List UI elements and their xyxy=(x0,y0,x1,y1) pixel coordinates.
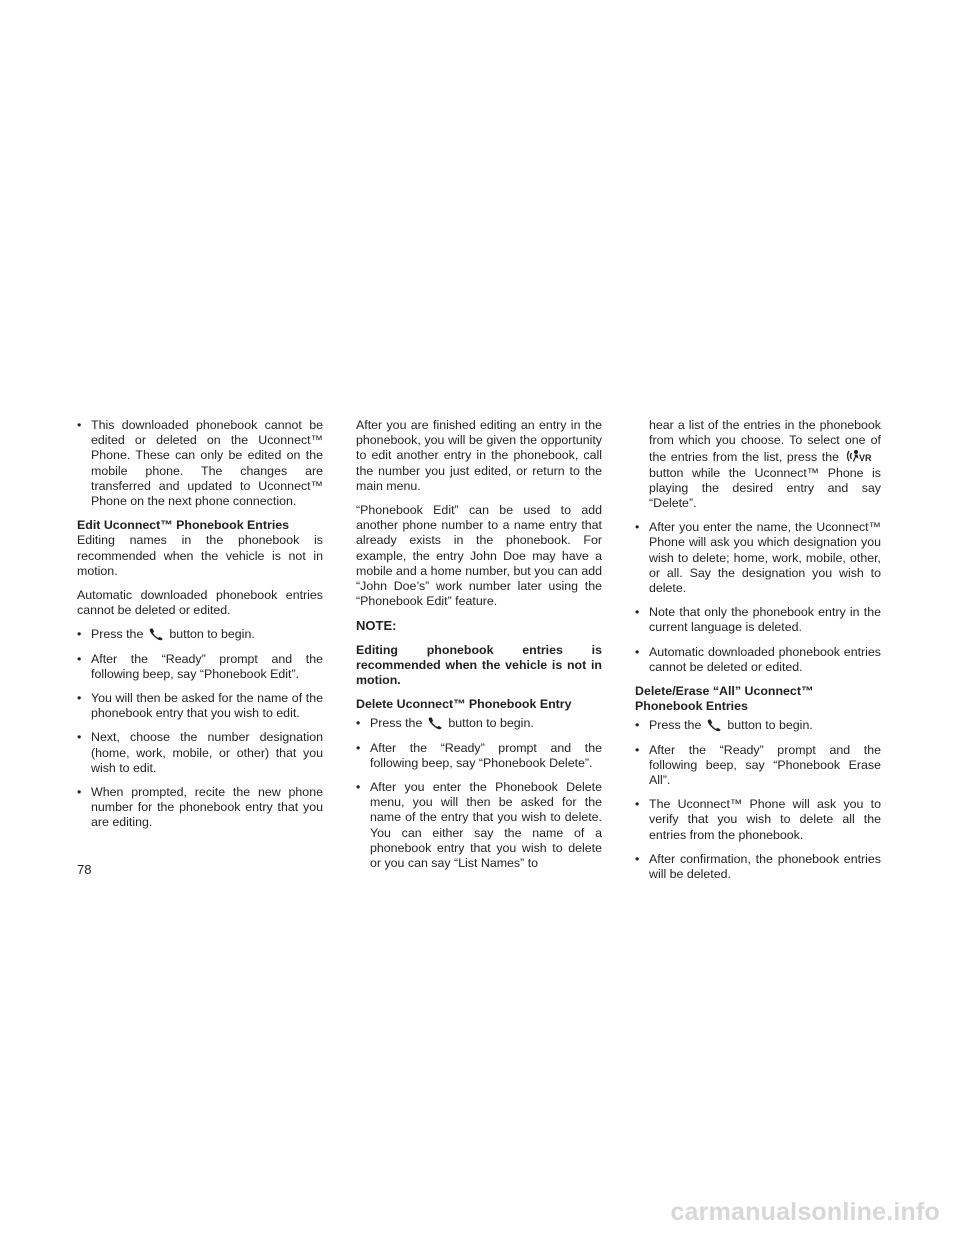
note-label: NOTE: xyxy=(356,618,397,634)
column-1 xyxy=(77,418,323,840)
column-2 xyxy=(356,418,602,880)
bullet-text: hear a list of the entries in the phonebook from which you choose. To select one of the entries from the list, press the xyxy=(649,418,881,465)
bullet-text: When prompted, recite the new phone number for the phonebook entry that you are editing. xyxy=(91,785,323,830)
phone-icon xyxy=(428,717,442,730)
bullet-text: button while the Uconnect™ Phone is playing the desired entry and say “Delete”. xyxy=(649,465,881,511)
page-number: 78 xyxy=(77,862,92,877)
bullet: • xyxy=(356,716,361,731)
list-item xyxy=(77,691,323,721)
voice-recognition-icon xyxy=(845,448,875,464)
bullet-text: Press the xyxy=(91,627,144,642)
bullet-text: The Uconnect™ Phone will ask you to verify that you wish to delete all the entries from the phonebook. xyxy=(649,797,881,842)
paragraph: “Phonebook Edit” can be used to add another phone number to a name entry that already exists in the phonebook. For example, the entry John Doe may have a mobile and a home number, but you can add “John Doe’s” work number later using the “Phonebook Edit” feature. xyxy=(356,503,602,609)
note-text: Editing phonebook entries is recommended when the vehicle is not in motion. xyxy=(356,642,602,688)
list-item xyxy=(356,741,602,771)
list-item xyxy=(635,605,881,635)
list-item xyxy=(77,627,323,642)
bullet: • xyxy=(77,627,82,642)
bullet: • xyxy=(77,691,82,706)
bullet: • xyxy=(77,418,82,432)
section-heading-edit: Edit Uconnect™ Phonebook Entries xyxy=(77,518,290,533)
list-item-continued xyxy=(635,418,881,511)
bullet-text: After the “Ready” prompt and the following beep, say “Phonebook Erase All”. xyxy=(649,742,881,788)
list-item xyxy=(635,797,881,843)
bullet: • xyxy=(356,780,361,795)
list-item xyxy=(635,520,881,596)
bullet-text: Press the xyxy=(649,718,702,733)
bullet-text: After the “Ready” prompt and the following beep, say “Phonebook Delete”. xyxy=(370,740,602,770)
bullet: • xyxy=(635,644,640,659)
bullet-text: button to begin. xyxy=(169,627,255,642)
bullet-text: Press the xyxy=(370,716,423,731)
list-item xyxy=(356,780,602,871)
bullet: • xyxy=(635,520,640,535)
section-heading-delete: Delete Uconnect™ Phonebook Entry xyxy=(356,697,572,712)
bullet-text: Automatic downloaded phonebook entries cannot be deleted or edited. xyxy=(649,644,881,674)
paragraph: After you are finished editing an entry in the phonebook, you will be given the opportunity to edit another entry in the phonebook, call the number you just edited, or return to the main menu. xyxy=(356,418,602,493)
bullet: • xyxy=(356,740,361,755)
section-heading-erase: Delete/Erase “All” Uconnect™ Phonebook Entries xyxy=(635,684,814,714)
list-item xyxy=(77,652,323,682)
bullet: • xyxy=(635,718,640,733)
phone-icon xyxy=(149,628,163,641)
bullet-text: After you enter the name, the Uconnect™ Phone will ask you which designation you wish to delete; home, work, mobile, other, or all. Say the designation you wish to delete. xyxy=(649,520,881,596)
bullet-text: button to begin. xyxy=(727,718,813,733)
bullet-text: After confirmation, the phonebook entries will be deleted. xyxy=(649,851,881,882)
bullet: • xyxy=(635,797,640,812)
bullet: • xyxy=(635,605,640,620)
list-item xyxy=(635,852,881,882)
bullet-text: This downloaded phonebook cannot be edited or deleted on the Uconnect™ Phone. These can only be edited on the mobile phone. The changes are transferred and updated to Uconnect™ Phone on the next phone connection. xyxy=(91,418,323,509)
bullet: • xyxy=(635,742,640,757)
watermark: carmanualsonline.info xyxy=(670,1198,940,1226)
list-item xyxy=(356,716,602,731)
bullet-text: Note that only the phonebook entry in the current language is deleted. xyxy=(649,605,881,635)
paragraph: Automatic downloaded phonebook entries cannot be deleted or edited. xyxy=(77,588,323,618)
list-item xyxy=(77,730,323,776)
bullet-text: After the “Ready” prompt and the following beep, say “Phonebook Edit”. xyxy=(91,651,323,681)
bullet: • xyxy=(77,730,82,745)
list-item xyxy=(635,645,881,675)
bullet: • xyxy=(77,785,82,800)
bullet: • xyxy=(77,651,82,666)
list-item xyxy=(77,418,323,509)
phone-icon xyxy=(707,719,721,732)
column-3 xyxy=(635,418,881,891)
list-item xyxy=(635,743,881,789)
paragraph: Editing names in the phonebook is recommended when the vehicle is not in motion. xyxy=(77,533,323,578)
bullet-text: You will then be asked for the name of the phonebook entry that you wish to edit. xyxy=(91,691,323,721)
list-item xyxy=(635,718,881,733)
bullet: • xyxy=(635,851,640,866)
bullet-text: After you enter the Phonebook Delete menu, you will then be asked for the name of the entry that you wish to delete. You can either say the name of a phonebook entry that you wish to delete or you can say “List Names” to xyxy=(370,780,602,871)
svg-text:VR: VR xyxy=(859,453,872,464)
bullet-text: button to begin. xyxy=(448,716,534,731)
bullet-text: Next, choose the number designation (home, work, mobile, or other) that you wish to edit. xyxy=(91,730,323,775)
list-item xyxy=(77,785,323,831)
